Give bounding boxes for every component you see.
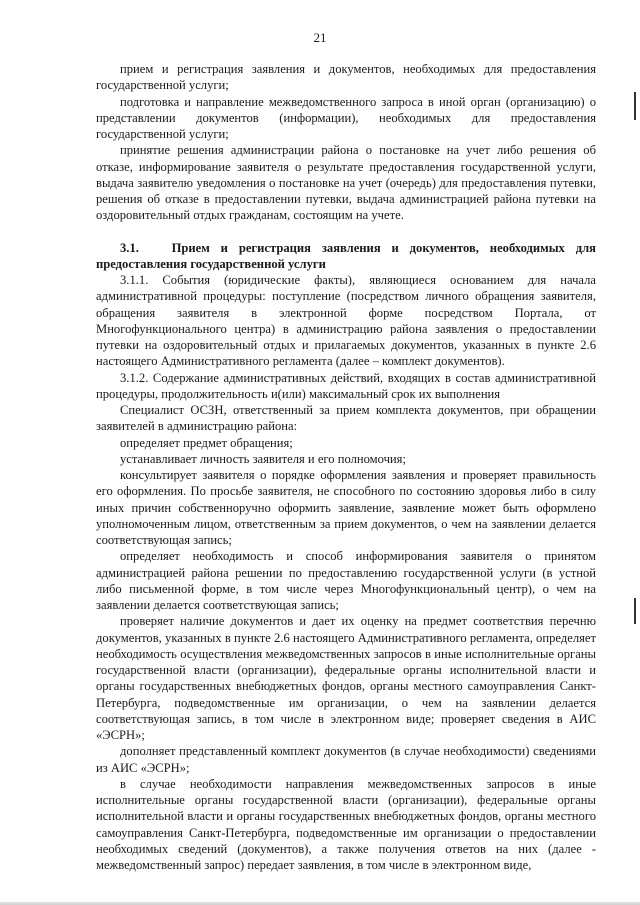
- list-item: устанавливает личность заявителя и его полномочия;: [120, 451, 406, 466]
- paragraph: 3.1.2. Содержание административных действий, входящих в состав административной процедуры, продолжительность и(или) максимальный срок их выполнения: [96, 370, 596, 401]
- list-item: принятие решения администрации района о постановке на учет либо решения об отказе, информирование заявителя о результате предоставления государственной услуги, выдача заявителю уведомления о постановке на учет (очередь) для предоставления путевки, решения об отказе в предоставлении путевки, выдача администрацией района путевки на оздоровительный отдых гражданам, состоящим на учете.: [96, 143, 596, 223]
- scan-artifact-mark: [634, 92, 636, 120]
- document-body: [96, 61, 596, 873]
- section-heading: 3.1. Прием и регистрация заявления и документов, необходимых для предоставления государственной услуги: [96, 240, 596, 271]
- list-item: подготовка и направление межведомственного запроса в иной орган (организацию) о представлении документов (информации), необходимых для предоставления государственной услуги;: [96, 94, 596, 141]
- list-item: консультирует заявителя о порядке оформления заявления и проверяет правильность его оформления. По просьбе заявителя, не способного по состоянию здоровья либо в силу иных причин собственноручно оформить заявление, заявление может быть оформлено уполномоченным лицом, ответственным за прием документов, о чем на заявлении делается соответствующая запись;: [96, 468, 596, 547]
- list-item: определяет предмет обращения;: [120, 435, 293, 450]
- page-number: 21: [313, 30, 327, 45]
- paragraph: 3.1.1. События (юридические факты), являющиеся основанием для начала административной процедуры: поступление (посредством личного обращения заявителя, обращения заявителя в электронной форме посредством Портала, от Многофункционального центра) в администрацию района заявления о предоставлении путевки на оздоровительный отдых и прилагаемых документов, указанных в пункте 2.6 настоящего Административного регламента (далее – комплект документов).: [96, 273, 596, 369]
- list-item: определяет необходимость и способ информирования заявителя о принятом администрацией района решении по предоставлению государственной услуги (в устной либо письменной форме, в том числе через Многофункциональный центр), о чем на заявлении делается соответствующая запись;: [96, 549, 596, 612]
- list-item: дополняет представленный комплект документов (в случае необходимости) сведениями из АИС «ЭСРН»;: [96, 744, 596, 775]
- scan-artifact-mark: [634, 598, 636, 624]
- paragraph: Специалист ОСЗН, ответственный за прием комплекта документов, при обращении заявителей в администрацию района:: [96, 403, 596, 434]
- list-item: проверяет наличие документов и дает их оценку на предмет соответствия перечню документов, указанных в пункте 2.6 настоящего Административного регламента, определяет необходимость осуществления межведомственных запросов в иные исполнительные органы государственной власти (организации), федеральные органы исполнительной власти и органы государственных внебюджетных фондов, органы местного самоуправления Санкт-Петербурга, подведомственные им организации, о чем на заявлении делается соответствующая запись, в том числе в электронном виде; проверяет сведения в АИС «ЭСРН»;: [96, 614, 596, 742]
- list-item: прием и регистрация заявления и документов, необходимых для предоставления государственной услуги;: [96, 62, 596, 93]
- list-item: в случае необходимости направления межведомственных запросов в иные исполнительные органы государственной власти (организации), федеральные органы исполнительной власти и органы государственных внебюджетных фондов, органы местного самоуправления Санкт-Петербурга, подведомственные им организации о предоставлении необходимых сведений (документов), а также получения ответов на них (далее - межведомственный запрос) передает заявления, в том числе в электронном виде,: [96, 776, 596, 872]
